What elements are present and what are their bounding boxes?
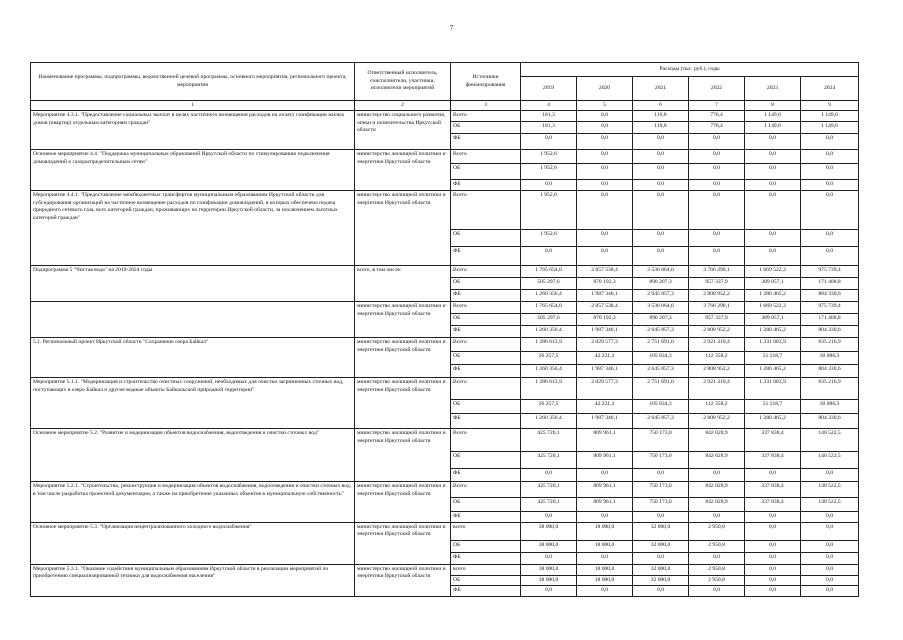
expense-value-cell: 389 057,1 — [745, 314, 801, 326]
expense-value-cell: 18 000,0 — [577, 575, 633, 585]
funding-source-cell: ОБ — [451, 452, 521, 469]
program-name-cell: Основное мероприятие 5.2. "Развитие и модернизация объектов водоснабжения, водоотведения и очистки сточных вод" — [31, 429, 355, 482]
expense-value-cell: 0,0 — [745, 522, 801, 540]
funding-source-cell: ОБ — [451, 400, 521, 414]
expense-value-cell: 425 720,1 — [521, 429, 577, 452]
expense-value-cell: 0,0 — [801, 575, 859, 585]
expense-value-cell: 0,0 — [745, 247, 801, 266]
expense-value-cell: 0,0 — [577, 111, 633, 122]
funding-source-cell: ОБ — [451, 314, 521, 326]
responsible-cell: министерство жилищной политики и энергетики Иркутской области — [355, 150, 451, 191]
header-year: 2023 — [745, 77, 801, 101]
funding-source-cell: Всего — [451, 191, 521, 230]
program-name-cell: Мероприятие 5.2.1. "Строительство, реконструкция и модернизация объектов водоснабжения, водоотведения и очистки сточных вод, в том числе разработка проектной документации, а также на приобретение указанных объектов в муниципальную собственность" — [31, 482, 355, 522]
expense-value-cell: 2 645 857,3 — [633, 414, 689, 429]
expense-value-cell: 842 028,9 — [689, 452, 745, 469]
expense-value-cell: 140 522,5 — [801, 498, 859, 512]
expense-value-cell: 0,0 — [633, 552, 689, 564]
expense-value-cell: 0,0 — [801, 180, 859, 191]
header-year: 2022 — [689, 77, 745, 101]
expense-value-cell: 2 950,8 — [689, 540, 745, 552]
expense-value-cell: 0,0 — [633, 180, 689, 191]
program-name-cell: Подпрограмма 5 "Чистая вода" на 2019-2024 годы — [31, 266, 355, 302]
expense-value-cell: 2 808 952,2 — [689, 290, 745, 302]
expense-value-cell: 0,0 — [633, 586, 689, 596]
expense-value-cell: 337 838,4 — [745, 429, 801, 452]
expense-value-cell: 0,0 — [633, 230, 689, 247]
funding-source-cell: ОБ — [451, 278, 521, 290]
funding-source-cell: ФБ — [451, 469, 521, 482]
funding-source-cell: Всего — [451, 266, 521, 278]
expense-value-cell: 0,0 — [801, 564, 859, 575]
expense-value-cell: 0,0 — [521, 469, 577, 482]
expense-value-cell: 1 331 683,9 — [745, 338, 801, 352]
expense-value-cell: 750 173,0 — [633, 429, 689, 452]
expense-value-cell: 0,0 — [521, 512, 577, 522]
expense-value-cell: 505 297,6 — [521, 314, 577, 326]
expense-value-cell: 337 838,4 — [745, 482, 801, 498]
expense-value-cell: 0,0 — [745, 134, 801, 150]
expense-value-cell: 0,0 — [745, 230, 801, 247]
expense-value-cell: 0,0 — [577, 552, 633, 564]
expense-value-cell: 18 000,0 — [577, 522, 633, 540]
responsible-cell: министерство жилищной политики и энергетики Иркутской области — [355, 338, 451, 378]
expense-value-cell: 51 218,7 — [745, 400, 801, 414]
expense-value-cell: 140 522,5 — [801, 482, 859, 498]
expense-value-cell: 1 987 346,1 — [577, 365, 633, 378]
expense-value-cell: 776,4 — [689, 111, 745, 122]
expense-value-cell: 750 173,0 — [633, 482, 689, 498]
expense-value-cell: 0,0 — [801, 469, 859, 482]
expense-value-cell: 0,0 — [745, 564, 801, 575]
expense-value-cell: 0,0 — [745, 552, 801, 564]
table-row — [31, 482, 859, 498]
expense-value-cell: 26 257,5 — [521, 352, 577, 365]
expense-value-cell: 0,0 — [689, 191, 745, 230]
expense-value-cell: 425 720,1 — [521, 482, 577, 498]
expense-value-cell: 842 028,9 — [689, 482, 745, 498]
funding-source-cell: ОБ — [451, 498, 521, 512]
expense-value-cell: 30 886,3 — [801, 400, 859, 414]
funding-source-cell: ОБ — [451, 164, 521, 180]
expense-value-cell: 0,0 — [577, 512, 633, 522]
expense-value-cell: 0,0 — [577, 247, 633, 266]
expense-value-cell: 2 808 952,2 — [689, 365, 745, 378]
expense-value-cell: 2 808 952,2 — [689, 326, 745, 338]
funding-source-cell: Всего — [451, 150, 521, 164]
expense-value-cell: 38 000,0 — [521, 575, 577, 585]
table-row — [31, 429, 859, 452]
expense-value-cell: 1 987 346,1 — [577, 290, 633, 302]
header-source: Источники финансирования — [451, 63, 521, 101]
expense-value-cell: 0,0 — [521, 247, 577, 266]
expense-value-cell: 0,0 — [689, 150, 745, 164]
funding-source-cell: ФБ — [451, 247, 521, 266]
expense-value-cell: 0,0 — [801, 247, 859, 266]
expense-value-cell: 890 207,3 — [633, 278, 689, 290]
expense-value-cell: 0,0 — [633, 150, 689, 164]
expense-value-cell: 0,0 — [577, 122, 633, 134]
expense-value-cell: 2 751 691,6 — [633, 338, 689, 352]
expense-value-cell: 2 029 577,3 — [577, 378, 633, 400]
expense-value-cell: 1 952,6 — [521, 191, 577, 230]
expense-value-cell: 0,0 — [745, 191, 801, 230]
expense-value-cell: 181,3 — [521, 111, 577, 122]
expense-value-cell: 0,0 — [633, 134, 689, 150]
funding-source-cell: ФБ — [451, 586, 521, 596]
expense-value-cell: 0,0 — [577, 150, 633, 164]
expense-value-cell: 1 149,6 — [801, 122, 859, 134]
expense-value-cell: 0,0 — [689, 586, 745, 596]
responsible-cell: министерство жилищной политики и энергетики Иркутской области — [355, 429, 451, 482]
table-row — [31, 191, 859, 230]
expense-value-cell: 30 886,3 — [801, 352, 859, 365]
funding-source-cell: ФБ — [451, 552, 521, 564]
expense-value-cell: 181,3 — [521, 122, 577, 134]
program-name-cell — [31, 302, 355, 338]
expense-value-cell: 0,0 — [745, 164, 801, 180]
funding-source-cell: Всего — [451, 338, 521, 352]
page-number: 7 — [449, 24, 454, 32]
responsible-cell: министерство жилищной политики и энергетики Иркутской области — [355, 191, 451, 266]
table-row — [31, 338, 859, 352]
expense-value-cell: 0,0 — [801, 150, 859, 164]
expense-value-cell: 26 257,5 — [521, 400, 577, 414]
column-number: 2 — [355, 101, 451, 111]
expense-value-cell: 0,0 — [689, 469, 745, 482]
expense-value-cell: 1 260 356,4 — [521, 365, 577, 378]
expense-value-cell: 140 522,5 — [801, 429, 859, 452]
responsible-cell: министерство социального развития, опеки и попечительства Иркутской области — [355, 111, 451, 150]
expense-value-cell: 957 337,9 — [689, 278, 745, 290]
expense-value-cell: 0,0 — [577, 469, 633, 482]
expense-value-cell: 2 808 952,2 — [689, 414, 745, 429]
expense-value-cell: 0,0 — [745, 469, 801, 482]
responsible-cell: всего, в том числе: — [355, 266, 451, 302]
expense-value-cell: 0,0 — [689, 164, 745, 180]
funding-source-cell: ОБ — [451, 352, 521, 365]
expense-value-cell: 1 765 654,0 — [521, 302, 577, 314]
expense-value-cell: 2 857 538,4 — [577, 266, 633, 278]
expense-value-cell: 0,0 — [801, 134, 859, 150]
expense-value-cell: 32 000,0 — [633, 540, 689, 552]
program-name-cell: Мероприятие 5.1.1. "Модернизация и строительство очистных сооружений, необходимых для очистки загрязненных сточных вод, поступающих в озеро Байкал и другие водные объекты Байкальской природной территории" — [31, 378, 355, 429]
program-name-cell: 5.1. Региональный проект Иркутской области "Сохранение озера Байкал" — [31, 338, 355, 378]
expense-value-cell: 1 952,6 — [521, 230, 577, 247]
funding-source-cell: Всего — [451, 111, 521, 122]
expense-value-cell: 1 765 654,0 — [521, 266, 577, 278]
header-responsible: Ответственный исполнитель, соисполнители, участники, исполнители мероприятий — [355, 63, 451, 101]
table-row — [31, 111, 859, 122]
expense-value-cell: 1 987 346,1 — [577, 414, 633, 429]
expense-value-cell: 1 149,6 — [801, 111, 859, 122]
column-number: 1 — [31, 101, 355, 111]
expense-value-cell: 0,0 — [633, 247, 689, 266]
responsible-cell: министерство жилищной политики и энергетики Иркутской области — [355, 378, 451, 429]
expense-value-cell: 110,8 — [633, 111, 689, 122]
funding-source-cell: ОБ — [451, 122, 521, 134]
expense-value-cell: 18 000,0 — [577, 540, 633, 552]
expense-value-cell: 0,0 — [745, 512, 801, 522]
expense-value-cell: 38 000,0 — [521, 540, 577, 552]
expense-value-cell: 0,0 — [633, 164, 689, 180]
budget-table — [30, 62, 859, 597]
responsible-cell: министерство жилищной политики и энергетики Иркутской области — [355, 564, 451, 596]
header-expenses: Расходы (тыс. руб.), годы — [521, 63, 859, 77]
expense-value-cell: 0,0 — [577, 134, 633, 150]
expense-value-cell: 809 961,1 — [577, 452, 633, 469]
expense-value-cell: 809 961,1 — [577, 482, 633, 498]
table-row — [31, 564, 859, 575]
expense-value-cell: 112 358,2 — [689, 352, 745, 365]
expense-value-cell: 0,0 — [689, 552, 745, 564]
funding-source-cell: Всего — [451, 482, 521, 498]
funding-source-cell: ФБ — [451, 512, 521, 522]
expense-value-cell: 0,0 — [689, 180, 745, 191]
program-name-cell: Основное мероприятие 5.3. "Организация нецентрализованного холодного водоснабжения" — [31, 522, 355, 564]
expense-value-cell: 0,0 — [801, 164, 859, 180]
expense-value-cell: 2 950,8 — [689, 575, 745, 585]
column-number-row — [31, 101, 859, 111]
expense-value-cell: 3 766 290,1 — [689, 266, 745, 278]
expense-value-cell: 171 408,8 — [801, 278, 859, 290]
expense-value-cell: 0,0 — [521, 134, 577, 150]
expense-value-cell: 3 536 064,6 — [633, 266, 689, 278]
expense-value-cell: 0,0 — [577, 191, 633, 230]
funding-source-cell: ОБ — [451, 575, 521, 585]
column-number: 4 — [521, 101, 577, 111]
funding-source-cell: ФБ — [451, 180, 521, 191]
expense-value-cell: 0,0 — [801, 512, 859, 522]
expense-value-cell: 809 961,1 — [577, 429, 633, 452]
expense-value-cell: 1 149,6 — [745, 122, 801, 134]
header-year: 2019 — [521, 77, 577, 101]
expense-value-cell: 1 952,6 — [521, 164, 577, 180]
expense-value-cell: 975 739,4 — [801, 302, 859, 314]
expense-value-cell: 38 000,0 — [521, 522, 577, 540]
expense-value-cell: 0,0 — [633, 469, 689, 482]
expense-value-cell: 750 173,0 — [633, 452, 689, 469]
expense-value-cell: 105 834,3 — [633, 352, 689, 365]
expense-value-cell: 0,0 — [689, 247, 745, 266]
table-body — [31, 111, 859, 596]
column-number: 7 — [689, 101, 745, 111]
expense-value-cell: 890 207,3 — [633, 314, 689, 326]
column-number: 3 — [451, 101, 521, 111]
expense-value-cell: 1 669 522,3 — [745, 266, 801, 278]
expense-value-cell: 804 330,6 — [801, 326, 859, 338]
expense-value-cell: 2 950,8 — [689, 522, 745, 540]
expense-value-cell: 870 192,3 — [577, 278, 633, 290]
expense-value-cell: 32 000,0 — [633, 575, 689, 585]
funding-source-cell: ФБ — [451, 414, 521, 429]
expense-value-cell: 0,0 — [577, 586, 633, 596]
expense-value-cell: 1 669 522,3 — [745, 302, 801, 314]
expense-value-cell: 842 028,9 — [689, 429, 745, 452]
expense-value-cell: 0,0 — [801, 522, 859, 540]
column-number: 9 — [801, 101, 859, 111]
funding-source-cell: ФБ — [451, 365, 521, 378]
expense-value-cell: 42 231,2 — [577, 400, 633, 414]
expense-value-cell: 3 766 290,1 — [689, 302, 745, 314]
program-name-cell: Мероприятие 4.3.1. "Предоставление социальных выплат в целях частичного возмещения расходов на оплату газификации жилых домов (квартир) отдельным категориям граждан" — [31, 111, 355, 150]
expense-value-cell: 835 216,9 — [801, 338, 859, 352]
expense-value-cell: 835 216,9 — [801, 378, 859, 400]
expense-value-cell: 0,0 — [577, 180, 633, 191]
expense-value-cell: 0,0 — [745, 180, 801, 191]
expense-value-cell: 804 330,6 — [801, 414, 859, 429]
expense-value-cell: 0,0 — [577, 164, 633, 180]
header-year: 2021 — [633, 77, 689, 101]
expense-value-cell: 1 987 346,1 — [577, 326, 633, 338]
expense-value-cell: 2 029 577,3 — [577, 338, 633, 352]
expense-value-cell: 505 297,6 — [521, 278, 577, 290]
expense-value-cell: 425 720,1 — [521, 452, 577, 469]
expense-value-cell: 51 218,7 — [745, 352, 801, 365]
expense-value-cell: 0,0 — [521, 586, 577, 596]
expense-value-cell: 32 000,0 — [633, 522, 689, 540]
expense-value-cell: 2 921 310,4 — [689, 378, 745, 400]
expense-value-cell: 1 260 356,4 — [521, 290, 577, 302]
responsible-cell: министерство жилищной политики и энергетики Иркутской области — [355, 302, 451, 338]
expense-value-cell: 0,0 — [745, 575, 801, 585]
expense-value-cell: 112 358,2 — [689, 400, 745, 414]
funding-source-cell: ОБ — [451, 540, 521, 552]
expense-value-cell: 105 834,3 — [633, 400, 689, 414]
expense-value-cell: 2 645 857,3 — [633, 365, 689, 378]
expense-value-cell: 842 028,9 — [689, 498, 745, 512]
expense-value-cell: 2 645 857,3 — [633, 326, 689, 338]
funding-source-cell: всего — [451, 522, 521, 540]
expense-value-cell: 2 751 691,6 — [633, 378, 689, 400]
expense-value-cell: 140 522,5 — [801, 452, 859, 469]
header-year: 2024 — [801, 77, 859, 101]
expense-value-cell: 0,0 — [689, 230, 745, 247]
expense-value-cell: 1 149,6 — [745, 111, 801, 122]
expense-value-cell: 0,0 — [521, 552, 577, 564]
expense-value-cell: 1 286 613,9 — [521, 378, 577, 400]
funding-source-cell: ФБ — [451, 290, 521, 302]
expense-value-cell: 0,0 — [521, 180, 577, 191]
expense-value-cell: 870 192,3 — [577, 314, 633, 326]
expense-value-cell: 171 408,8 — [801, 314, 859, 326]
responsible-cell: министерство жилищной политики и энергетики Иркутской области — [355, 482, 451, 522]
expense-value-cell: 425 720,1 — [521, 498, 577, 512]
expense-value-cell: 18 000,0 — [577, 564, 633, 575]
expense-value-cell: 975 739,4 — [801, 266, 859, 278]
column-number: 6 — [633, 101, 689, 111]
expense-value-cell: 1 260 356,4 — [521, 414, 577, 429]
expense-value-cell: 0,0 — [801, 540, 859, 552]
expense-value-cell: 1 260 356,4 — [521, 326, 577, 338]
funding-source-cell: Всего — [451, 302, 521, 314]
expense-value-cell: 0,0 — [745, 540, 801, 552]
expense-value-cell: 389 057,1 — [745, 278, 801, 290]
expense-value-cell: 0,0 — [689, 512, 745, 522]
expense-value-cell: 0,0 — [633, 512, 689, 522]
expense-value-cell: 0,0 — [801, 552, 859, 564]
funding-source-cell: Всего — [451, 378, 521, 400]
header-name: Наименование программы, подпрограммы, ведомственной целевой программы, основного мероприятия, регионального проекта, мероприятия — [31, 63, 355, 101]
expense-value-cell: 2 857 538,4 — [577, 302, 633, 314]
funding-source-cell: ФБ — [451, 326, 521, 338]
expense-value-cell: 2 645 857,3 — [633, 290, 689, 302]
expense-value-cell: 1 286 613,9 — [521, 338, 577, 352]
program-name-cell: Мероприятие 4.4.1. "Предоставление межбюджетных трансфертов муниципальным образованиям Иркутской области для субсидирования организаций на частичное возмещение расходов по газификации домовладений, в которых обеспечена подача природного сетевого газа, всех категорий граждан, проживающих на территории Иркутской области, за исключением льготных категорий граждан" — [31, 191, 355, 266]
expense-value-cell: 2 950,8 — [689, 564, 745, 575]
expense-value-cell: 38 000,0 — [521, 564, 577, 575]
header-year: 2020 — [577, 77, 633, 101]
table-row — [31, 378, 859, 400]
expense-value-cell: 957 337,9 — [689, 314, 745, 326]
expense-value-cell: 337 838,4 — [745, 498, 801, 512]
program-name-cell: Основное мероприятие 4.4. "Поддержка муниципальных образований Иркутской области по стимулированию подключения домовладений к газораспределительным сетям" — [31, 150, 355, 191]
expense-value-cell: 1 280 465,2 — [745, 326, 801, 338]
expense-value-cell: 804 330,6 — [801, 290, 859, 302]
expense-value-cell: 2 921 310,4 — [689, 338, 745, 352]
expense-value-cell: 42 231,2 — [577, 352, 633, 365]
table-row — [31, 302, 859, 314]
expense-value-cell: 0,0 — [801, 230, 859, 247]
expense-value-cell: 1 952,6 — [521, 150, 577, 164]
column-number: 5 — [577, 101, 633, 111]
expense-value-cell: 0,0 — [633, 191, 689, 230]
table-row — [31, 522, 859, 540]
expense-value-cell: 32 000,0 — [633, 564, 689, 575]
expense-value-cell: 1 280 465,2 — [745, 290, 801, 302]
expense-value-cell: 110,8 — [633, 122, 689, 134]
table-row — [31, 266, 859, 278]
funding-source-cell: ОБ — [451, 230, 521, 247]
responsible-cell: министерство жилищной политики и энергетики Иркутской области — [355, 522, 451, 564]
program-name-cell: Мероприятие 5.3.1. "Оказание содействия муниципальным образованиям Иркутской области в реализации мероприятий по приобретению специализированной техники для водоснабжения населения" — [31, 564, 355, 596]
expense-value-cell: 750 173,0 — [633, 498, 689, 512]
expense-value-cell: 337 838,4 — [745, 452, 801, 469]
table-row — [31, 150, 859, 164]
expense-value-cell: 0,0 — [745, 150, 801, 164]
funding-source-cell: всего — [451, 564, 521, 575]
expense-value-cell: 0,0 — [689, 134, 745, 150]
expense-value-cell: 776,4 — [689, 122, 745, 134]
expense-value-cell: 809 961,1 — [577, 498, 633, 512]
expense-value-cell: 0,0 — [801, 586, 859, 596]
funding-source-cell: Всего — [451, 429, 521, 452]
expense-value-cell: 1 331 683,9 — [745, 378, 801, 400]
expense-value-cell: 3 536 064,6 — [633, 302, 689, 314]
expense-value-cell: 1 280 465,2 — [745, 414, 801, 429]
expense-value-cell: 0,0 — [577, 230, 633, 247]
expense-value-cell: 804 330,6 — [801, 365, 859, 378]
expense-value-cell: 0,0 — [745, 586, 801, 596]
funding-source-cell: ФБ — [451, 134, 521, 150]
expense-value-cell: 1 280 465,2 — [745, 365, 801, 378]
column-number: 8 — [745, 101, 801, 111]
expense-value-cell: 0,0 — [801, 191, 859, 230]
